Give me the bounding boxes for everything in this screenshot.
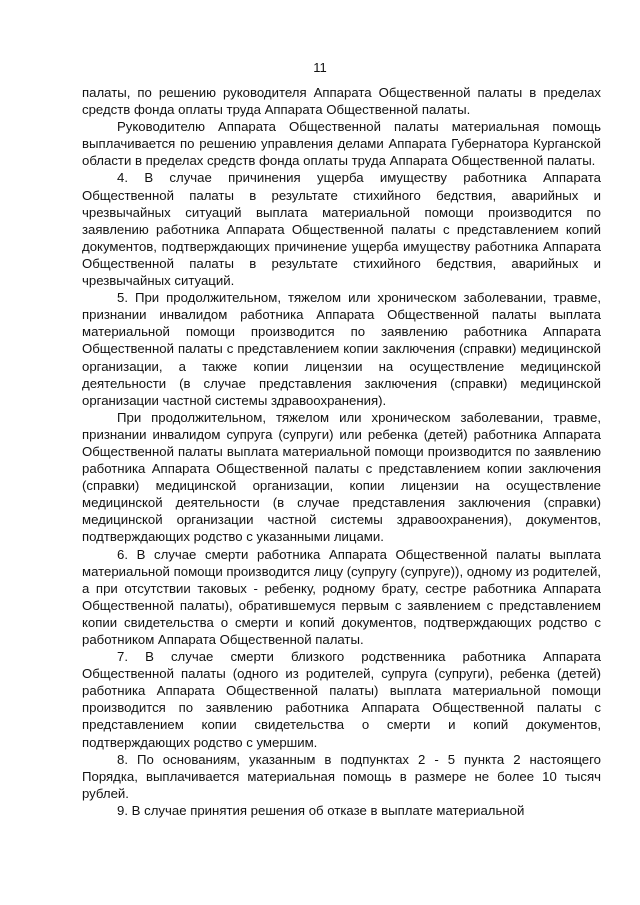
paragraph-item-4: 4. В случае причинения ущерба имуществу работника Аппарата Общественной палаты в результате стихийного бедствия, аварийных и чрезвычайных ситуаций выплата материальной помощи производится по заявлению работника Аппарата Общественной палаты с представлением копий документов, подтверждающих причинение ущерба имуществу работника Аппарата Общественной палаты в результате стихийного бедствия, аварийных и чрезвычайных ситуаций.	[82, 170, 601, 289]
paragraph-item-6: 6. В случае смерти работника Аппарата Общественной палаты выплата материальной помощи производится лицу (супругу (супруге)), одному из родителей, а при отсутствии таковых - ребенку, родному брату, сестре работника Аппарата Общественной палаты), обратившемуся первым с заявлением с представлением копии свидетельства о смерти и копий документов, подтверждающих родство с работником Аппарата Общественной палаты.	[82, 546, 601, 647]
page-number: 11	[313, 60, 327, 75]
paragraph-head-assistance: Руководителю Аппарата Общественной палаты материальная помощь выплачивается по решению управления делами Аппарата Губернатора Курганской области в пределах средств фонда оплаты труда Аппарата Общественной палаты.	[82, 119, 601, 169]
paragraph-continuation: палаты, по решению руководителя Аппарата Общественной палаты в пределах средств фонда оплаты труда Аппарата Общественной палаты.	[82, 85, 601, 118]
paragraph-item-9: 9. В случае принятия решения об отказе в выплате материальной	[117, 802, 525, 818]
paragraph-item-8: 8. По основаниям, указанным в подпунктах 2 - 5 пункта 2 настоящего Порядка, выплачивается материальная помощь в размере не более 10 тысяч рублей.	[82, 751, 601, 801]
paragraph-item-5-family: При продолжительном, тяжелом или хроническом заболевании, травме, признании инвалидом супруга (супруги) или ребенка (детей) работника Аппарата Общественной палаты выплата материальной помощи производится по заявлению работника Аппарата Общественной палаты с представлением копии заключения (справки) медицинской организации, копии лицензии на осуществление медицинской деятельности (в случае представления заключения (справки) медицинской организации частной системы здравоохранения), документов, подтверждающих родство с указанными лицами.	[82, 409, 601, 545]
document-body	[82, 84, 601, 819]
paragraph-item-7: 7. В случае смерти близкого родственника работника Аппарата Общественной палаты (одного из родителей, супруга (супруги), ребенка (детей) работника Аппарата Общественной палаты) выплата материальной помощи производится по заявлению работника Аппарата Общественной палаты с представлением копии свидетельства о смерти и копий документов, подтверждающих родство с умершим.	[82, 649, 601, 750]
paragraph-item-5: 5. При продолжительном, тяжелом или хроническом заболевании, травме, признании инвалидом работника Аппарата Общественной палаты выплата материальной помощи производится по заявлению работника Аппарата Общественной палаты с представлением копии заключения (справки) медицинской организации, а также копии лицензии на осуществление медицинской деятельности (в случае представления заключения (справки) медицинской организации частной системы здравоохранения).	[82, 290, 601, 408]
